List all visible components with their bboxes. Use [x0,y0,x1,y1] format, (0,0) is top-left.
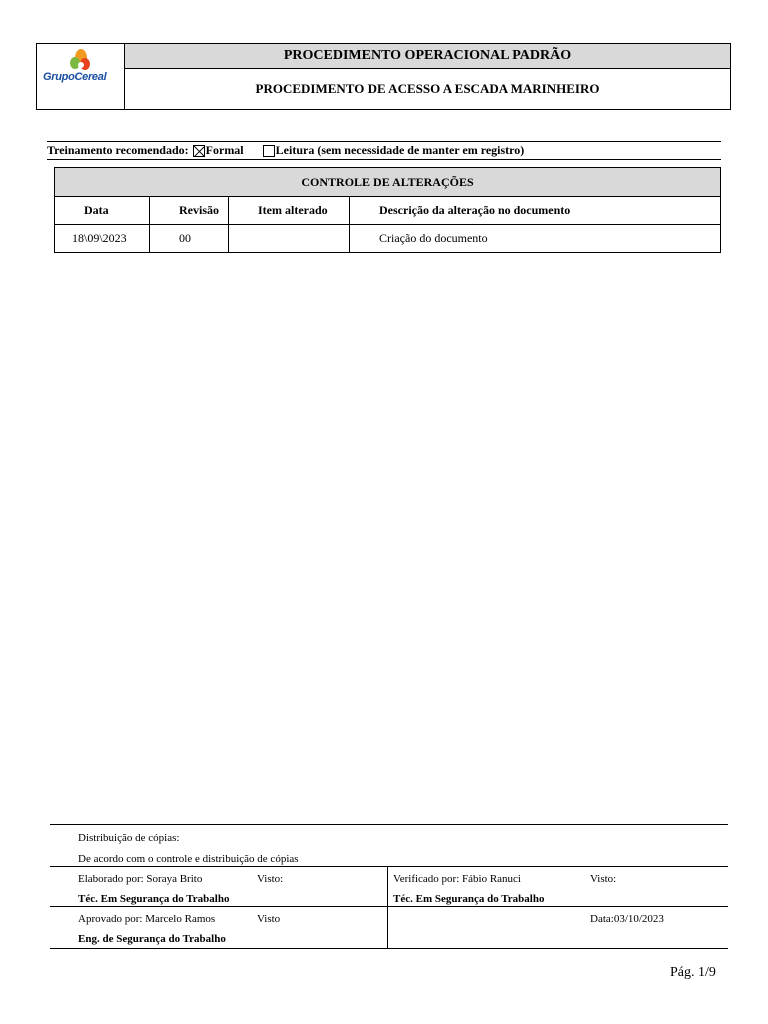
document-header [36,43,731,110]
elaborated-by: Elaborado por: Soraya Brito [78,873,203,885]
distribution-text: De acordo com o controle e distribuição de cópias [78,853,299,865]
document-footer [50,824,728,949]
table-row [55,225,721,253]
document-subtitle: PROCEDIMENTO DE ACESSO A ESCADA MARINHEIRO [255,81,600,96]
formal-label: Formal [205,143,244,157]
change-control-table [54,167,721,253]
approved-by: Aprovado por: Marcelo Ramos [78,913,216,925]
logo-text: GrupoCereal [43,71,107,83]
formal-checkbox[interactable] [193,145,205,157]
column-header: Data [55,197,150,225]
page-number: Pág. 1/9 [670,965,716,980]
table-cell: Criação do documento [350,225,721,253]
approved-role: Eng. de Segurança do Trabalho [78,933,226,945]
verified-role: Téc. Em Segurança do Trabalho [393,893,545,905]
table-cell: 00 [150,225,229,253]
leitura-label: Leitura (sem necessidade de manter em registro) [275,143,525,157]
leitura-checkbox[interactable] [263,145,275,157]
column-header: Item alterado [229,197,350,225]
table-cell [229,225,350,253]
table-cell: 18\09\2023 [55,225,150,253]
training-line [47,141,721,160]
training-label: Treinamento recomendado: [47,143,189,157]
elaborated-visto: Visto: [257,873,284,885]
logo-cell [37,44,125,109]
verified-by: Verificado por: Fábio Ranuci [393,873,521,885]
approved-visto: Visto [257,913,281,925]
document-title: PROCEDIMENTO OPERACIONAL PADRÃO [125,44,730,69]
elaborated-role: Téc. Em Segurança do Trabalho [78,893,230,905]
column-header: Descrição da alteração no documento [350,197,721,225]
approval-date: Data:03/10/2023 [590,913,664,925]
distribution-label: Distribuição de cópias: [78,832,180,844]
verified-visto: Visto: [590,873,617,885]
column-header: Revisão [150,197,229,225]
change-control-title: CONTROLE DE ALTERAÇÕES [55,168,721,197]
